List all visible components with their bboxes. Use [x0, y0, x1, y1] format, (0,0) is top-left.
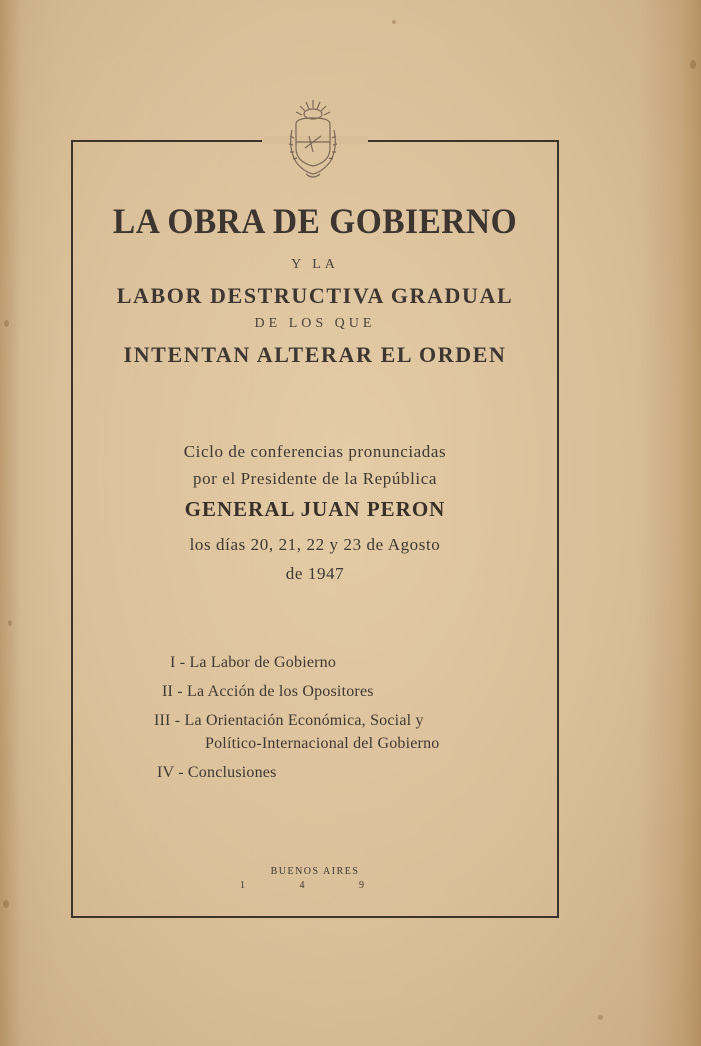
author-name: GENERAL JUAN PERON	[184, 497, 446, 521]
publication-place: BUENOS AIRES	[270, 866, 360, 877]
title-connector-y-la: Y LA	[291, 257, 339, 272]
subtitle-labor-destructiva: LABOR DESTRUCTIVA GRADUAL	[116, 283, 514, 308]
description-line-2: por el Presidente de la República	[192, 469, 438, 488]
document-title: LA OBRA DE GOBIERNO	[112, 201, 518, 241]
paper-speck	[598, 1015, 603, 1020]
contents-item-2: II - La Acción de los Opositores	[162, 683, 374, 700]
dates-line-1: los días 20, 21, 22 y 23 de Agosto	[189, 535, 441, 554]
title-connector-de-los-que: DE LOS QUE	[254, 316, 376, 331]
paper-speck	[3, 900, 9, 908]
paper-speck	[392, 20, 396, 24]
paper-speck	[4, 320, 9, 327]
dates-line-2: de 1947	[285, 564, 345, 583]
paper-speck	[690, 60, 696, 69]
contents-item-3: III - La Orientación Económica, Social y	[154, 712, 424, 729]
argentine-coat-of-arms-icon	[282, 96, 344, 182]
contents-item-1: I - La Labor de Gobierno	[170, 654, 337, 671]
publication-year: 1 4 9	[240, 880, 390, 891]
contents-item-3-continuation: Político-Internacional del Gobierno	[205, 735, 440, 752]
paper-speck	[8, 620, 12, 626]
contents-item-4: IV - Conclusiones	[157, 764, 277, 781]
subtitle-alterar-orden: INTENTAN ALTERAR EL ORDEN	[123, 342, 507, 367]
description-line-1: Ciclo de conferencias pronunciadas	[183, 442, 447, 461]
